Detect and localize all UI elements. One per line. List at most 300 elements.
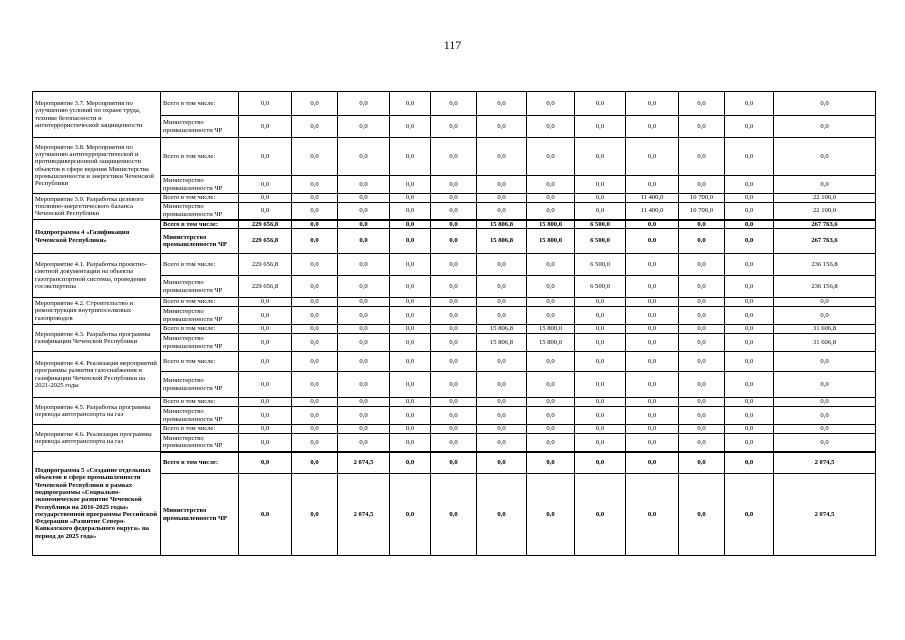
value-cell: 0,0 — [575, 138, 626, 176]
value-cell: 0,0 — [477, 116, 527, 138]
value-cell: 0,0 — [626, 276, 679, 298]
value-cell: 0,0 — [679, 407, 725, 425]
program-name-cell: Мероприятие 3.9. Разработка целевого топливно-энергетического баланса Чеченской Республики — [33, 194, 161, 220]
value-cell: 0,0 — [575, 307, 626, 325]
value-cell: 229 656,8 — [239, 254, 292, 276]
value-cell: 0,0 — [527, 276, 575, 298]
value-cell: 0,0 — [292, 254, 338, 276]
value-cell: 0,0 — [527, 254, 575, 276]
value-cell: 0,0 — [477, 474, 527, 556]
value-cell: 0,0 — [527, 434, 575, 452]
value-cell: 229 656,8 — [239, 276, 292, 298]
value-cell: 0,0 — [725, 407, 774, 425]
value-cell: 0,0 — [239, 298, 292, 307]
value-cell: 0,0 — [679, 398, 725, 407]
value-cell: 0,0 — [239, 325, 292, 334]
total-value-cell: 0,0 — [774, 434, 876, 452]
value-cell: 0,0 — [292, 398, 338, 407]
value-cell: 0,0 — [292, 325, 338, 334]
value-cell: 11 400,0 — [626, 194, 679, 203]
value-cell: 0,0 — [338, 194, 390, 203]
value-cell: 0,0 — [679, 334, 725, 352]
total-value-cell: 267 763,6 — [774, 220, 876, 229]
program-name-cell: Мероприятие 3.8. Мероприятия по улучшению антитеррористической и противодиверсионной защищенности объектов в сфере ведения Министерства промышленности и энергетики Чеченской Республики — [33, 138, 161, 194]
value-cell: 0,0 — [725, 220, 774, 229]
program-name-cell: Подпрограмма 5 «Создание отдельных объектов в сфере промышленности Чеченской Республики в рамках подпрограммы «Социально-экономическое развитие Чеченской Республики на 2016-2025 годы» государственной программы Российской Федерации «Развитие Северо-Кавказского федерального округа» на период до 2025 года» — [33, 452, 161, 556]
value-cell: 0,0 — [239, 372, 292, 398]
value-cell: 0,0 — [477, 407, 527, 425]
value-cell: 0,0 — [390, 276, 431, 298]
value-cell: 0,0 — [431, 334, 477, 352]
value-cell: 0,0 — [679, 229, 725, 254]
executor-cell: Всего в том числе: — [161, 452, 239, 474]
table-row — [33, 425, 876, 434]
value-cell: 15 800,0 — [527, 229, 575, 254]
value-cell: 0,0 — [477, 434, 527, 452]
executor-cell: Министерство промышленности ЧР — [161, 434, 239, 452]
value-cell: 0,0 — [679, 276, 725, 298]
program-name-cell: Мероприятие 4.5. Разработка программы перевода автотранспорта на газ — [33, 398, 161, 425]
value-cell: 0,0 — [626, 298, 679, 307]
value-cell: 15 800,0 — [527, 325, 575, 334]
value-cell: 0,0 — [431, 307, 477, 325]
value-cell: 0,0 — [431, 194, 477, 203]
program-name-cell: Мероприятие 4.1. Разработка проектно-сметной документации на объекты газотранспортной системы, проведение госэкспертизы — [33, 254, 161, 298]
value-cell: 0,0 — [292, 229, 338, 254]
value-cell: 0,0 — [239, 474, 292, 556]
executor-cell: Всего в том числе: — [161, 298, 239, 307]
value-cell: 0,0 — [431, 434, 477, 452]
value-cell: 0,0 — [679, 352, 725, 372]
value-cell: 0,0 — [527, 407, 575, 425]
budget-table — [32, 91, 876, 556]
value-cell: 0,0 — [431, 220, 477, 229]
value-cell: 0,0 — [527, 176, 575, 194]
value-cell: 0,0 — [239, 116, 292, 138]
total-value-cell: 0,0 — [774, 352, 876, 372]
value-cell: 0,0 — [338, 407, 390, 425]
value-cell: 0,0 — [477, 452, 527, 474]
value-cell: 0,0 — [239, 176, 292, 194]
value-cell: 6 500,0 — [575, 254, 626, 276]
value-cell: 0,0 — [527, 298, 575, 307]
value-cell: 0,0 — [626, 452, 679, 474]
value-cell: 0,0 — [626, 176, 679, 194]
value-cell: 0,0 — [626, 425, 679, 434]
value-cell: 15 806,8 — [477, 229, 527, 254]
value-cell: 0,0 — [725, 138, 774, 176]
value-cell: 0,0 — [431, 474, 477, 556]
value-cell: 0,0 — [527, 352, 575, 372]
value-cell: 0,0 — [338, 203, 390, 220]
value-cell: 0,0 — [239, 407, 292, 425]
value-cell: 0,0 — [477, 194, 527, 203]
value-cell: 0,0 — [338, 372, 390, 398]
value-cell: 229 656,8 — [239, 229, 292, 254]
value-cell: 0,0 — [626, 220, 679, 229]
value-cell: 0,0 — [527, 398, 575, 407]
total-value-cell: 22 100,0 — [774, 203, 876, 220]
value-cell: 0,0 — [679, 254, 725, 276]
executor-cell: Министерство промышленности ЧР — [161, 334, 239, 352]
value-cell: 0,0 — [626, 407, 679, 425]
value-cell: 6 500,0 — [575, 229, 626, 254]
value-cell: 0,0 — [626, 138, 679, 176]
value-cell: 0,0 — [292, 372, 338, 398]
value-cell: 0,0 — [679, 434, 725, 452]
total-value-cell: 0,0 — [774, 425, 876, 434]
value-cell: 0,0 — [725, 194, 774, 203]
value-cell: 0,0 — [390, 474, 431, 556]
value-cell: 0,0 — [390, 229, 431, 254]
value-cell: 0,0 — [390, 452, 431, 474]
value-cell: 0,0 — [292, 116, 338, 138]
value-cell: 0,0 — [239, 203, 292, 220]
value-cell: 0,0 — [477, 372, 527, 398]
executor-cell: Всего в том числе: — [161, 138, 239, 176]
value-cell: 0,0 — [390, 203, 431, 220]
total-value-cell: 31 606,8 — [774, 334, 876, 352]
value-cell: 0,0 — [477, 254, 527, 276]
value-cell: 0,0 — [292, 434, 338, 452]
value-cell: 0,0 — [725, 276, 774, 298]
value-cell: 0,0 — [292, 194, 338, 203]
value-cell: 10 700,0 — [679, 194, 725, 203]
value-cell: 229 656,8 — [239, 220, 292, 229]
value-cell: 0,0 — [575, 425, 626, 434]
value-cell: 0,0 — [477, 92, 527, 116]
value-cell: 0,0 — [431, 254, 477, 276]
value-cell: 0,0 — [575, 398, 626, 407]
value-cell: 0,0 — [431, 138, 477, 176]
table-row — [33, 325, 876, 334]
value-cell: 0,0 — [239, 334, 292, 352]
value-cell: 11 400,0 — [626, 203, 679, 220]
value-cell: 0,0 — [575, 334, 626, 352]
value-cell: 0,0 — [477, 398, 527, 407]
table-row — [33, 220, 876, 229]
value-cell: 0,0 — [527, 138, 575, 176]
program-name-cell: Подпрограмма 4 «Газификация Чеченской Республики» — [33, 220, 161, 254]
value-cell: 0,0 — [626, 334, 679, 352]
value-cell: 0,0 — [338, 229, 390, 254]
value-cell: 0,0 — [292, 203, 338, 220]
value-cell: 0,0 — [390, 334, 431, 352]
total-value-cell: 0,0 — [774, 176, 876, 194]
value-cell: 0,0 — [626, 352, 679, 372]
value-cell: 0,0 — [679, 307, 725, 325]
value-cell: 0,0 — [390, 425, 431, 434]
value-cell: 0,0 — [626, 229, 679, 254]
value-cell: 0,0 — [575, 116, 626, 138]
program-name-cell: Мероприятие 4.3. Разработка программы газификации Чеченской Республики — [33, 325, 161, 352]
value-cell: 0,0 — [527, 474, 575, 556]
value-cell: 15 800,0 — [527, 220, 575, 229]
program-name-cell: Мероприятие 4.4. Реализация мероприятий программы развития газоснабжения и газификации Чеченской Республики на 2021-2025 годы — [33, 352, 161, 398]
value-cell: 0,0 — [390, 372, 431, 398]
table-row — [33, 398, 876, 407]
value-cell: 0,0 — [292, 352, 338, 372]
executor-cell: Всего в том числе: — [161, 92, 239, 116]
value-cell: 0,0 — [292, 425, 338, 434]
value-cell: 0,0 — [431, 452, 477, 474]
executor-cell: Всего в том числе: — [161, 425, 239, 434]
value-cell: 0,0 — [679, 474, 725, 556]
table-row — [33, 298, 876, 307]
value-cell: 0,0 — [626, 254, 679, 276]
value-cell: 0,0 — [431, 398, 477, 407]
value-cell: 0,0 — [390, 325, 431, 334]
value-cell: 15 806,8 — [477, 220, 527, 229]
value-cell: 0,0 — [431, 407, 477, 425]
value-cell: 0,0 — [292, 407, 338, 425]
executor-cell: Всего в том числе: — [161, 398, 239, 407]
executor-cell: Министерство промышленности ЧР — [161, 407, 239, 425]
value-cell: 0,0 — [239, 425, 292, 434]
total-value-cell: 0,0 — [774, 307, 876, 325]
value-cell: 0,0 — [239, 92, 292, 116]
value-cell: 0,0 — [390, 220, 431, 229]
value-cell: 0,0 — [725, 434, 774, 452]
value-cell: 0,0 — [679, 325, 725, 334]
value-cell: 0,0 — [239, 398, 292, 407]
value-cell: 0,0 — [338, 276, 390, 298]
executor-cell: Всего в том числе: — [161, 220, 239, 229]
page-number: 117 — [443, 38, 462, 52]
program-name-cell: Мероприятие 4.6. Реализация программы перевода автотранспорта на газ — [33, 425, 161, 452]
value-cell: 0,0 — [292, 298, 338, 307]
value-cell: 0,0 — [338, 138, 390, 176]
value-cell: 0,0 — [239, 452, 292, 474]
executor-cell: Министерство промышленности ЧР — [161, 307, 239, 325]
value-cell: 0,0 — [292, 276, 338, 298]
value-cell: 0,0 — [477, 176, 527, 194]
value-cell: 0,0 — [390, 194, 431, 203]
value-cell: 0,0 — [679, 176, 725, 194]
table-row — [33, 138, 876, 176]
value-cell: 0,0 — [575, 298, 626, 307]
value-cell: 0,0 — [575, 407, 626, 425]
value-cell: 0,0 — [725, 298, 774, 307]
value-cell: 0,0 — [679, 452, 725, 474]
value-cell: 0,0 — [575, 434, 626, 452]
value-cell: 0,0 — [725, 254, 774, 276]
value-cell: 0,0 — [527, 452, 575, 474]
value-cell: 6 500,0 — [575, 220, 626, 229]
value-cell: 0,0 — [338, 116, 390, 138]
value-cell: 0,0 — [338, 398, 390, 407]
table-body — [33, 92, 876, 556]
value-cell: 0,0 — [527, 203, 575, 220]
executor-cell: Всего в том числе: — [161, 254, 239, 276]
value-cell: 0,0 — [390, 407, 431, 425]
program-name-cell: Мероприятие 4.2. Строительство и реконструкция внутрипоселковых газопроводов — [33, 298, 161, 325]
value-cell: 0,0 — [626, 434, 679, 452]
value-cell: 0,0 — [725, 452, 774, 474]
value-cell: 0,0 — [575, 452, 626, 474]
total-value-cell: 0,0 — [774, 92, 876, 116]
value-cell: 0,0 — [431, 116, 477, 138]
value-cell: 0,0 — [626, 92, 679, 116]
value-cell: 0,0 — [338, 298, 390, 307]
value-cell: 0,0 — [725, 229, 774, 254]
value-cell: 0,0 — [338, 325, 390, 334]
value-cell: 0,0 — [431, 92, 477, 116]
executor-cell: Министерство промышленности ЧР — [161, 474, 239, 556]
executor-cell: Всего в том числе: — [161, 194, 239, 203]
value-cell: 0,0 — [431, 176, 477, 194]
value-cell: 0,0 — [527, 307, 575, 325]
value-cell: 0,0 — [575, 176, 626, 194]
value-cell: 0,0 — [390, 307, 431, 325]
value-cell: 0,0 — [725, 92, 774, 116]
value-cell: 0,0 — [527, 116, 575, 138]
value-cell: 0,0 — [292, 220, 338, 229]
value-cell: 0,0 — [390, 176, 431, 194]
value-cell: 0,0 — [679, 372, 725, 398]
total-value-cell: 0,0 — [774, 116, 876, 138]
table-row — [33, 452, 876, 474]
value-cell: 0,0 — [390, 434, 431, 452]
table-row — [33, 92, 876, 116]
value-cell: 0,0 — [477, 298, 527, 307]
value-cell: 0,0 — [725, 352, 774, 372]
value-cell: 0,0 — [626, 116, 679, 138]
total-value-cell: 22 100,0 — [774, 194, 876, 203]
executor-cell: Министерство промышленности ЧР — [161, 276, 239, 298]
value-cell: 0,0 — [338, 334, 390, 352]
value-cell: 0,0 — [338, 425, 390, 434]
value-cell: 0,0 — [477, 307, 527, 325]
value-cell: 0,0 — [527, 194, 575, 203]
total-value-cell: 0,0 — [774, 407, 876, 425]
value-cell: 0,0 — [575, 194, 626, 203]
value-cell: 0,0 — [431, 229, 477, 254]
value-cell: 0,0 — [431, 276, 477, 298]
executor-cell: Министерство промышленности ЧР — [161, 116, 239, 138]
value-cell: 2 074,5 — [338, 452, 390, 474]
value-cell: 0,0 — [338, 92, 390, 116]
value-cell: 0,0 — [725, 325, 774, 334]
value-cell: 0,0 — [239, 434, 292, 452]
total-value-cell: 0,0 — [774, 298, 876, 307]
value-cell: 0,0 — [626, 372, 679, 398]
value-cell: 0,0 — [390, 254, 431, 276]
value-cell: 0,0 — [477, 352, 527, 372]
value-cell: 0,0 — [626, 474, 679, 556]
total-value-cell: 236 156,8 — [774, 276, 876, 298]
value-cell: 0,0 — [575, 372, 626, 398]
value-cell: 0,0 — [626, 325, 679, 334]
value-cell: 0,0 — [338, 307, 390, 325]
executor-cell: Всего в том числе: — [161, 352, 239, 372]
value-cell: 0,0 — [477, 425, 527, 434]
value-cell: 15 806,8 — [477, 325, 527, 334]
total-value-cell: 31 606,8 — [774, 325, 876, 334]
value-cell: 0,0 — [431, 372, 477, 398]
executor-cell: Всего в том числе: — [161, 325, 239, 334]
value-cell: 0,0 — [679, 138, 725, 176]
value-cell: 0,0 — [292, 138, 338, 176]
value-cell: 0,0 — [390, 298, 431, 307]
value-cell: 0,0 — [575, 203, 626, 220]
value-cell: 0,0 — [338, 352, 390, 372]
value-cell: 0,0 — [431, 425, 477, 434]
executor-cell: Министерство промышленности ЧР — [161, 176, 239, 194]
total-value-cell: 0,0 — [774, 138, 876, 176]
value-cell: 0,0 — [725, 474, 774, 556]
value-cell: 0,0 — [292, 307, 338, 325]
value-cell: 0,0 — [390, 398, 431, 407]
value-cell: 15 800,0 — [527, 334, 575, 352]
value-cell: 10 700,0 — [679, 203, 725, 220]
value-cell: 0,0 — [338, 220, 390, 229]
total-value-cell: 0,0 — [774, 398, 876, 407]
value-cell: 0,0 — [725, 398, 774, 407]
value-cell: 0,0 — [679, 425, 725, 434]
value-cell: 0,0 — [626, 398, 679, 407]
value-cell: 0,0 — [679, 220, 725, 229]
value-cell: 0,0 — [431, 352, 477, 372]
value-cell: 0,0 — [431, 325, 477, 334]
value-cell: 0,0 — [338, 176, 390, 194]
value-cell: 0,0 — [292, 474, 338, 556]
value-cell: 0,0 — [292, 452, 338, 474]
value-cell: 0,0 — [390, 138, 431, 176]
value-cell: 0,0 — [239, 138, 292, 176]
value-cell: 0,0 — [390, 116, 431, 138]
value-cell: 0,0 — [575, 474, 626, 556]
value-cell: 0,0 — [239, 307, 292, 325]
value-cell: 0,0 — [679, 298, 725, 307]
executor-cell: Министерство промышленности ЧР — [161, 372, 239, 398]
executor-cell: Министерство промышленности ЧР — [161, 229, 239, 254]
value-cell: 15 806,8 — [477, 334, 527, 352]
value-cell: 0,0 — [725, 116, 774, 138]
value-cell: 0,0 — [725, 307, 774, 325]
total-value-cell: 0,0 — [774, 372, 876, 398]
value-cell: 0,0 — [679, 116, 725, 138]
value-cell: 2 074,5 — [338, 474, 390, 556]
value-cell: 0,0 — [390, 352, 431, 372]
value-cell: 0,0 — [725, 372, 774, 398]
value-cell: 0,0 — [338, 254, 390, 276]
value-cell: 0,0 — [431, 298, 477, 307]
value-cell: 0,0 — [239, 194, 292, 203]
total-value-cell: 267 763,6 — [774, 229, 876, 254]
table-row — [33, 254, 876, 276]
value-cell: 6 500,0 — [575, 276, 626, 298]
value-cell: 0,0 — [575, 92, 626, 116]
program-name-cell: Мероприятие 3.7. Мероприятия по улучшению условий по охране труда, технике безопасности и антитеррористической защищенности — [33, 92, 161, 138]
value-cell: 0,0 — [292, 92, 338, 116]
value-cell: 0,0 — [679, 92, 725, 116]
total-value-cell: 2 074,5 — [774, 452, 876, 474]
total-value-cell: 2 074,5 — [774, 474, 876, 556]
value-cell: 0,0 — [725, 425, 774, 434]
value-cell: 0,0 — [477, 203, 527, 220]
executor-cell: Министерство промышленности ЧР — [161, 203, 239, 220]
value-cell: 0,0 — [626, 307, 679, 325]
total-value-cell: 236 156,8 — [774, 254, 876, 276]
value-cell: 0,0 — [725, 334, 774, 352]
value-cell: 0,0 — [527, 425, 575, 434]
value-cell: 0,0 — [527, 92, 575, 116]
value-cell: 0,0 — [527, 372, 575, 398]
table-row — [33, 194, 876, 203]
value-cell: 0,0 — [725, 176, 774, 194]
value-cell: 0,0 — [575, 325, 626, 334]
